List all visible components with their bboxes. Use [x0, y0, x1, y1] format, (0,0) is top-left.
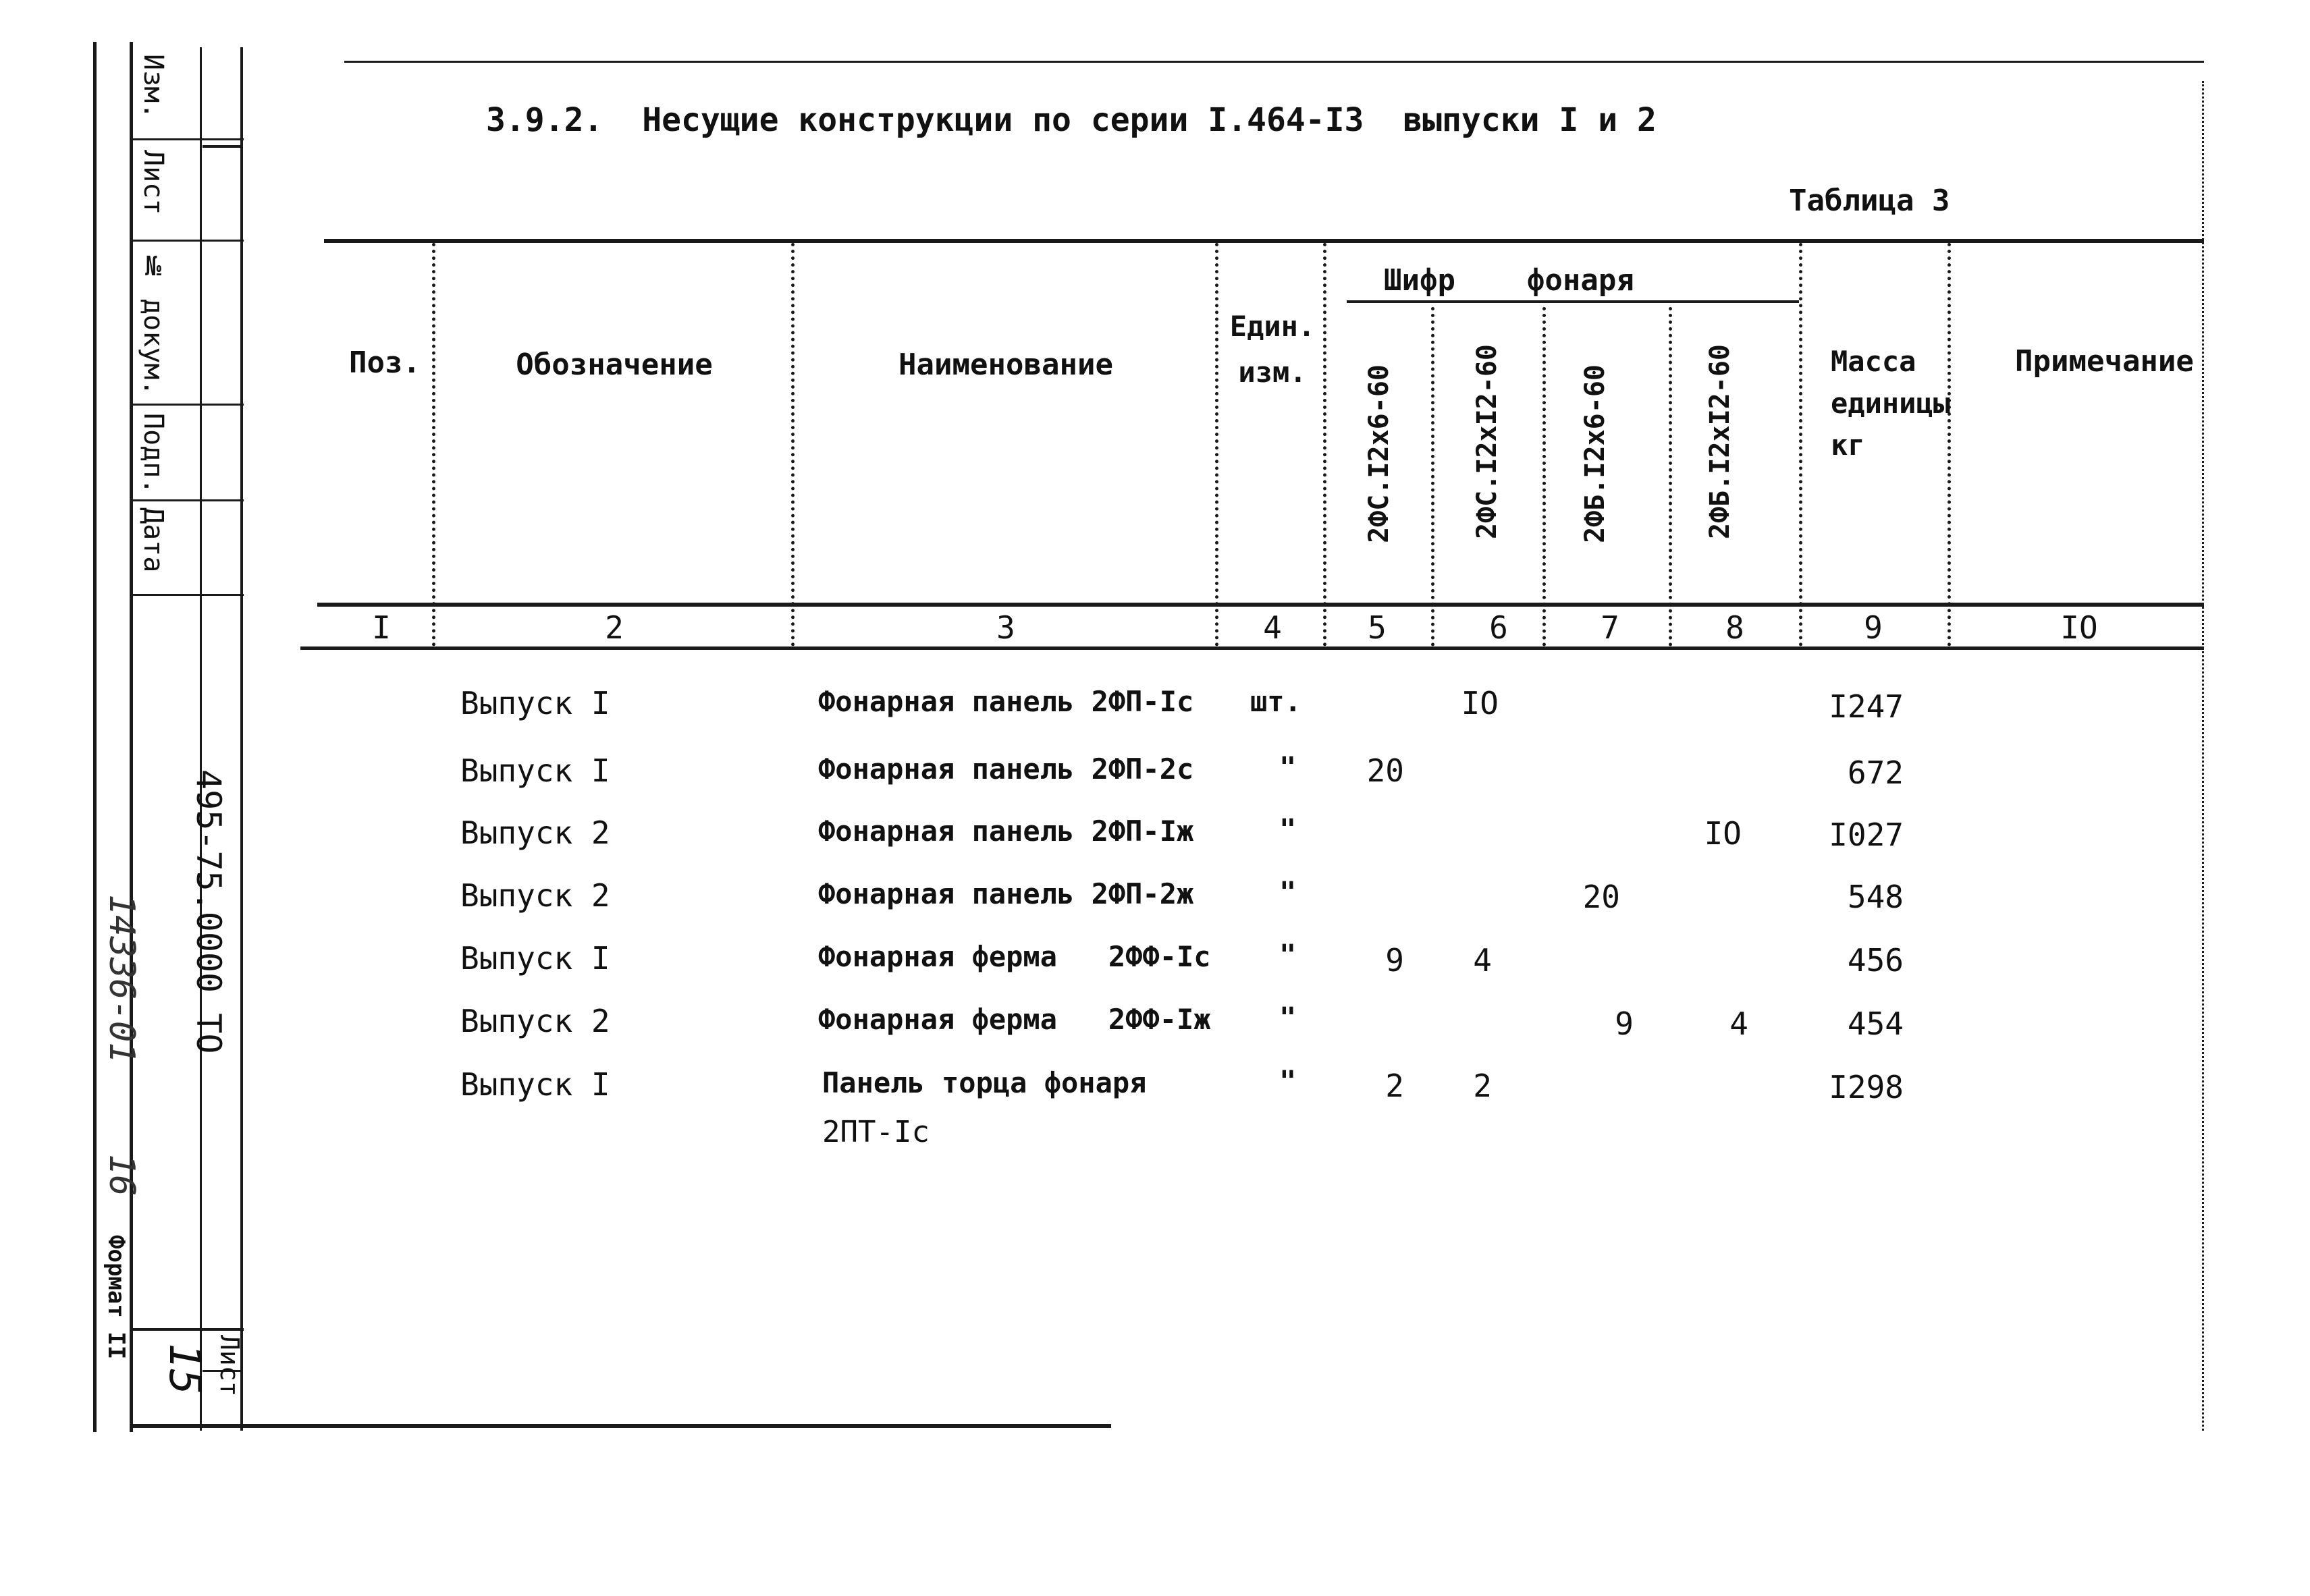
- header-code-1: 2ФС.I2x6-60: [1364, 364, 1395, 543]
- colnum-8: 8: [1725, 609, 1744, 646]
- row-name: Панель торца фонаря: [822, 1066, 1147, 1099]
- stamp-cell-date: Дата: [138, 507, 169, 573]
- stamp-cell-izm: Изм.: [138, 54, 169, 119]
- header-mass: Масса единицы кг: [1831, 345, 1951, 462]
- row-mass: I247: [1829, 688, 1904, 725]
- row-designation: Выпуск 2: [460, 815, 610, 851]
- stamp-sheet-label: Лист: [215, 1335, 244, 1397]
- colnum-7: 7: [1601, 609, 1619, 646]
- row-mass: 548: [1847, 879, 1904, 915]
- header-note: Примечание: [2015, 344, 2194, 379]
- colnum-6: 6: [1489, 609, 1508, 646]
- row-designation: Выпуск I: [460, 685, 610, 721]
- stamp-sheet-number: 16: [101, 1154, 142, 1196]
- header-pos: Поз.: [349, 346, 421, 380]
- header-unit: Един. изм.: [1229, 310, 1316, 389]
- colnum-3: 3: [996, 609, 1015, 646]
- row-designation: Выпуск I: [460, 940, 610, 976]
- row-unit: ": [1279, 750, 1297, 783]
- row-c5: 9: [1385, 942, 1404, 979]
- stamp-doc-code: 495-75.0000 ТО: [189, 769, 228, 1054]
- colnum-5: 5: [1368, 609, 1387, 646]
- colnum-10: IO: [2060, 609, 2098, 646]
- row-mass: 672: [1847, 754, 1904, 791]
- header-code-3: 2ФБ.I2x6-60: [1580, 364, 1611, 543]
- stamp-format: Формат II: [103, 1235, 130, 1360]
- stamp-cell-list: Лист: [138, 150, 169, 215]
- row-c7: 20: [1582, 879, 1620, 915]
- stamp-cell-sign: Подп.: [138, 413, 169, 495]
- row-unit: ": [1279, 813, 1297, 846]
- colnum-4: 4: [1263, 609, 1282, 646]
- row-unit: ": [1279, 1001, 1297, 1034]
- row-unit: шт.: [1250, 685, 1301, 718]
- header-code-group: Шифр фонаря: [1384, 263, 1634, 298]
- header-designation: Обозначение: [516, 348, 713, 382]
- row-name-line2: 2ПТ-Iс: [822, 1115, 930, 1149]
- row-unit: ": [1279, 875, 1297, 908]
- table-label: Таблица 3: [1789, 184, 1950, 218]
- stamp-archive-number: 14336-01: [101, 894, 142, 1064]
- header-code-4: 2ФБ.I2xI2-60: [1704, 344, 1736, 539]
- header-code-2: 2ФС.I2xI2-60: [1472, 344, 1503, 539]
- row-c5: 2: [1385, 1068, 1404, 1104]
- row-c6: IO: [1461, 685, 1499, 721]
- row-unit: ": [1279, 1064, 1297, 1097]
- row-name: Фонарная панель 2ФП-Iс: [818, 685, 1194, 718]
- row-name: Фонарная ферма 2ФФ-Iж: [818, 1003, 1211, 1036]
- stamp-cell-doc: № докум.: [138, 251, 169, 396]
- right-border: [2202, 81, 2204, 1431]
- row-designation: Выпуск I: [460, 752, 610, 789]
- row-designation: Выпуск 2: [460, 877, 610, 914]
- colnum-1: I: [372, 609, 391, 646]
- row-c6: 2: [1473, 1068, 1492, 1104]
- colnum-9: 9: [1864, 609, 1883, 646]
- row-c6: 4: [1473, 942, 1492, 979]
- row-name: Фонарная ферма 2ФФ-Iс: [818, 940, 1211, 973]
- row-name: Фонарная панель 2ФП-Iж: [818, 815, 1194, 848]
- header-name: Наименование: [898, 348, 1113, 382]
- row-c8: 4: [1729, 1006, 1748, 1042]
- row-c7: 9: [1615, 1006, 1634, 1042]
- row-mass: I027: [1829, 817, 1904, 853]
- row-name: Фонарная панель 2ФП-2с: [818, 752, 1194, 786]
- row-mass: 454: [1847, 1006, 1904, 1042]
- row-c8: IO: [1704, 815, 1742, 852]
- section-title: 3.9.2. Несущие конструкции по серии I.464-I3 выпуски I и 2: [486, 101, 1657, 139]
- stamp-sheet-value: 15: [159, 1343, 209, 1396]
- row-unit: ": [1279, 938, 1297, 971]
- row-designation: Выпуск 2: [460, 1003, 610, 1039]
- row-name: Фонарная панель 2ФП-2ж: [818, 877, 1194, 910]
- row-mass: I298: [1829, 1069, 1904, 1105]
- top-border: [344, 61, 2204, 63]
- row-designation: Выпуск I: [460, 1066, 610, 1103]
- colnum-2: 2: [605, 609, 624, 646]
- row-c5: 20: [1366, 752, 1404, 789]
- row-mass: 456: [1847, 942, 1904, 979]
